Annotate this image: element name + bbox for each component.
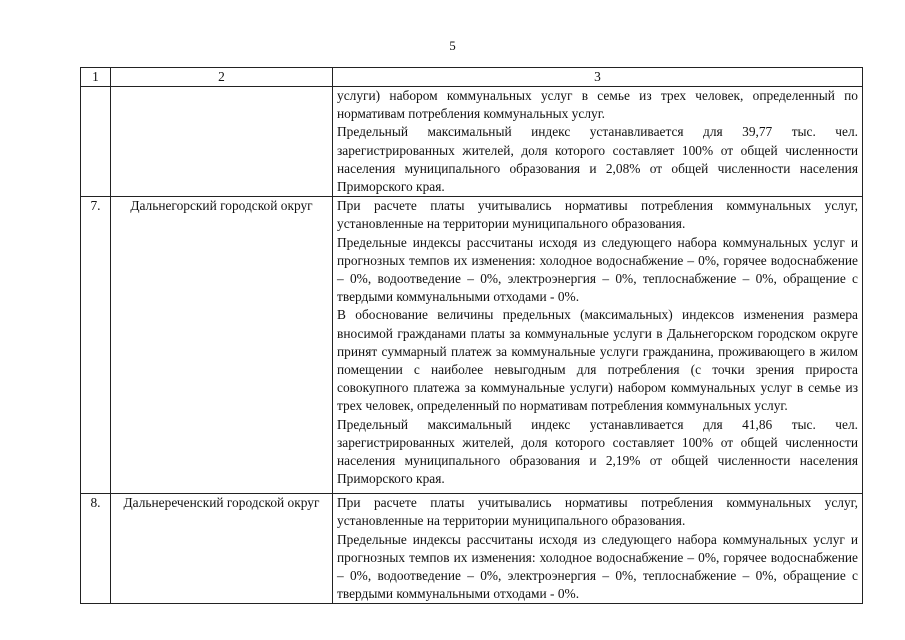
paragraph: Предельный максимальный индекс устанавливается для 41,86 тыс. чел. зарегистрированных жителей, доля которого составляет 100% от общей численности населения муниципального образования и 2,19% от общей численности населения Приморского края. — [337, 416, 858, 487]
municipality-name: Дальнереченский городской округ — [111, 494, 333, 604]
paragraph: Предельные индексы рассчитаны исходя из следующего набора коммунальных услуг и прогнозных темпов их изменения: холодное водоснабжение – 0%, горячее водоснабжение – 0%, водоотведение – 0%, электроэнергия – 0%, теплоснабжение – 0%, обращение с твердыми коммунальными отходами - 0%. — [337, 234, 858, 305]
row-number-cell: 7. — [81, 197, 111, 494]
table-row — [81, 494, 863, 604]
paragraph: При расчете платы учитывались нормативы потребления коммунальных услуг, установленные на территории муниципального образования. — [337, 495, 858, 529]
description-cell — [333, 87, 863, 197]
row-number-cell — [81, 87, 111, 197]
description-cell — [333, 197, 863, 494]
row-number-cell: 8. — [81, 494, 111, 604]
paragraph: Предельные индексы рассчитаны исходя из следующего набора коммунальных услуг и прогнозных темпов их изменения: холодное водоснабжение – 0%, горячее водоснабжение – 0%, водоотведение – 0%, электроэнергия – 0%, теплоснабжение – 0%, обращение с твердыми коммунальными отходами - 0%. — [337, 531, 858, 602]
paragraph: Предельный максимальный индекс устанавливается для 39,77 тыс. чел. зарегистрированных жителей, доля которого составляет 100% от общей численности населения муниципального образования и 2,08% от общей численности населения Приморского края. — [337, 124, 858, 195]
paragraph: В обоснование величины предельных (максимальных) индексов изменения размера вносимой гражданами платы за коммунальные услуги в Дальнегорском городском округе принят суммарный платеж за коммунальные услуги гражданина, проживающего в жилом помещении с наиболее невыгодным для потребления (с точки зрения прироста совокупного платежа за коммунальные услуги) набором коммунальных услуг в семье из трех человек, определенный по нормативам потребления коммунальных услуг. — [337, 307, 858, 414]
column-header-1: 1 — [81, 68, 111, 87]
table-row-continuation — [81, 87, 863, 197]
description-cell — [333, 494, 863, 604]
table-row — [81, 197, 863, 494]
column-header-2: 2 — [111, 68, 333, 87]
page-number: 5 — [449, 38, 456, 53]
paragraph: услуги) набором коммунальных услуг в семье из трех человек, определенный по нормативам потребления коммунальных услуг. — [337, 88, 858, 122]
table-header-row — [81, 68, 863, 87]
column-header-3: 3 — [333, 68, 863, 87]
indices-table — [80, 67, 863, 604]
municipality-cell — [111, 87, 333, 197]
municipality-name: Дальнегорский городской округ — [111, 197, 333, 494]
paragraph: При расчете платы учитывались нормативы потребления коммунальных услуг, установленные на территории муниципального образования. — [337, 198, 858, 232]
